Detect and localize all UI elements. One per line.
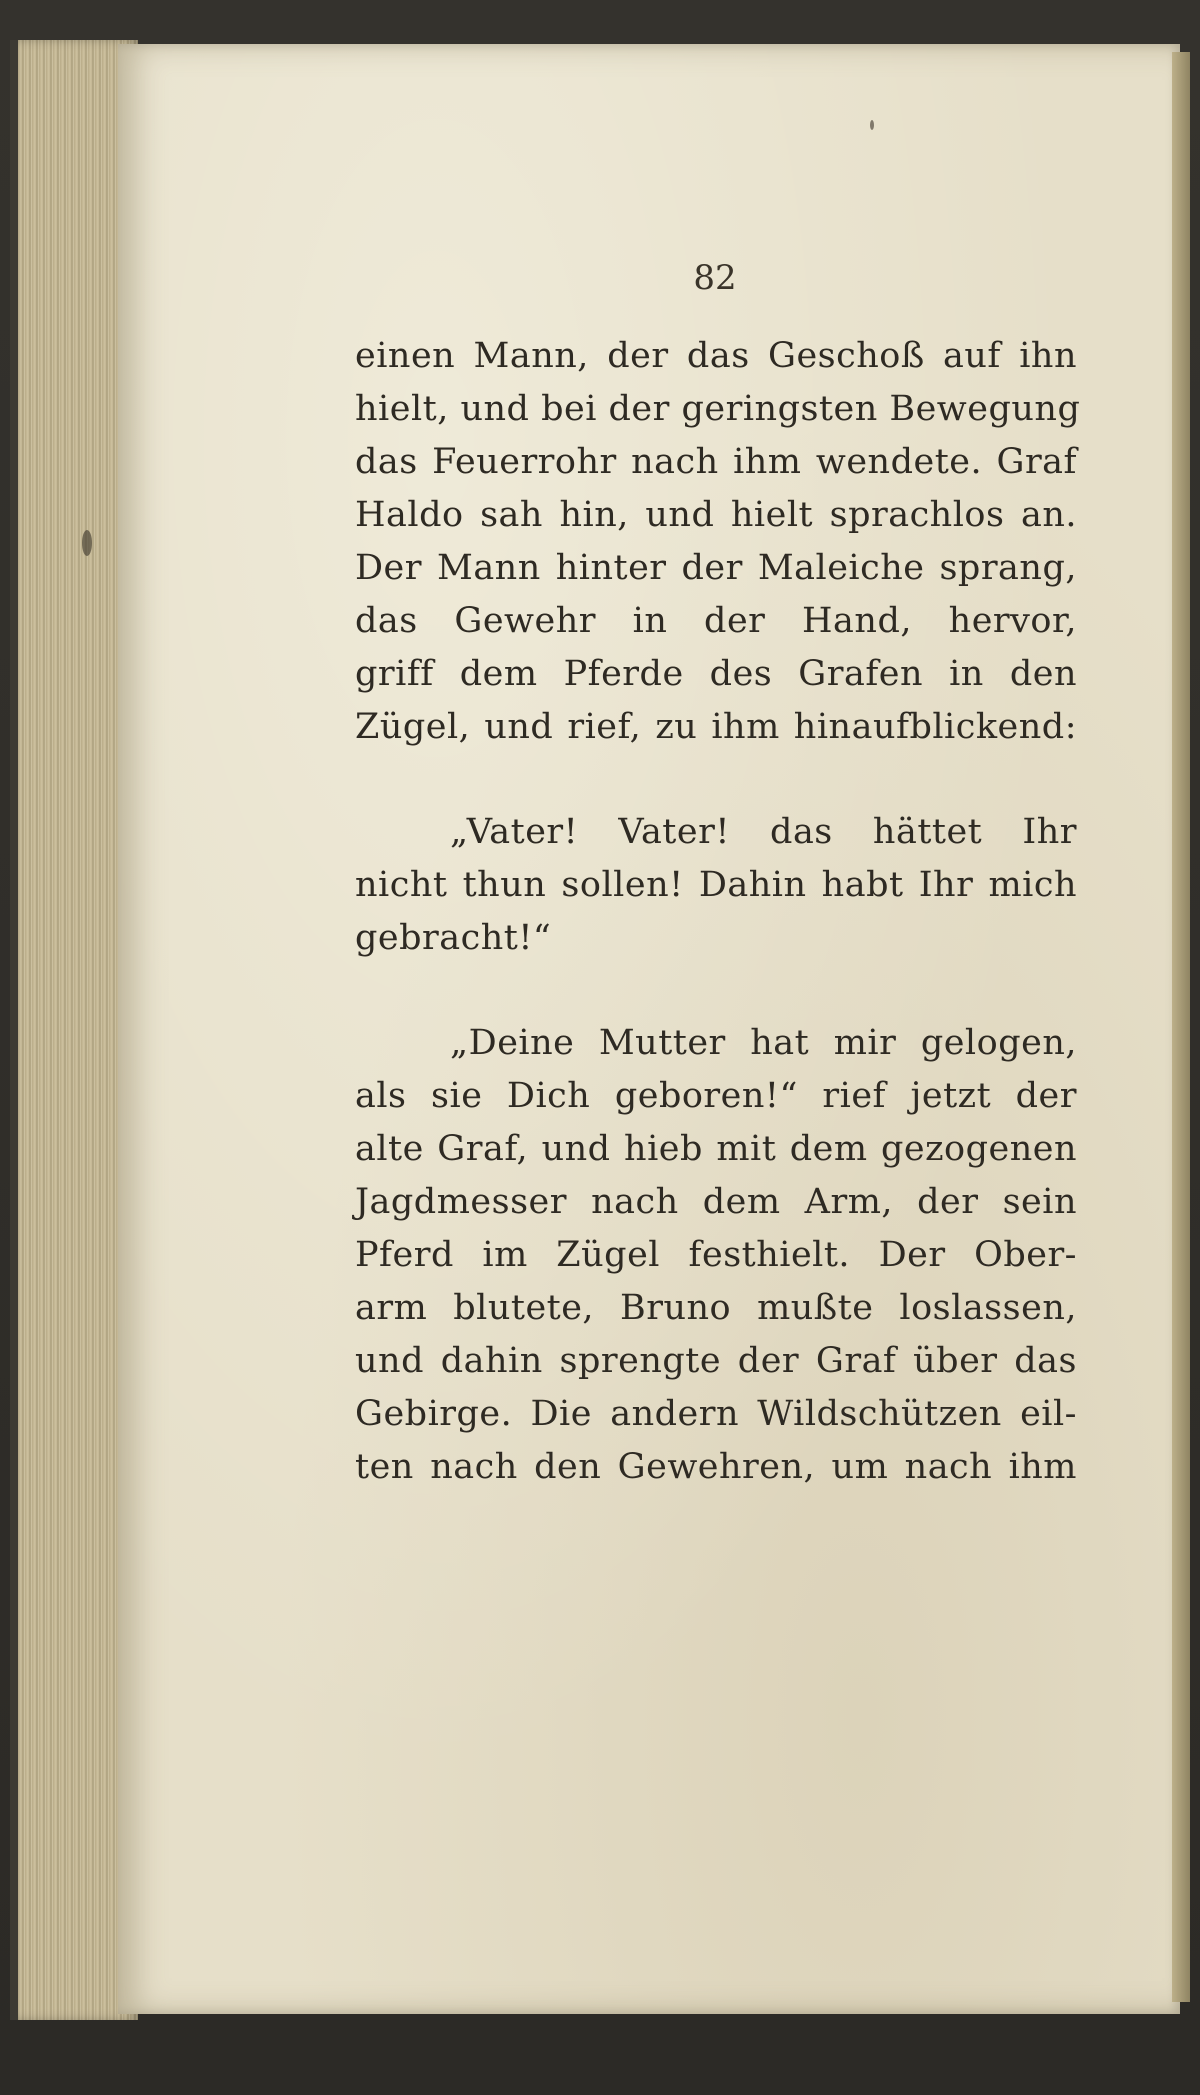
paragraph-gap [355,754,1077,806]
text-line: gebracht!“ [355,918,552,958]
paragraph-3-cont [355,1070,1077,1494]
text-line: das Feuerrohr nach ihm wendete. Graf [355,442,1077,482]
paragraph-2-cont [355,859,1077,965]
text-line: hielt, und bei der geringsten Bewegung [355,389,1081,429]
text-line: das Gewehr in der Hand, hervor, [355,601,1077,641]
text-line: Zügel, und rief, zu ihm hinaufblickend: [355,707,1077,747]
paragraph-1 [355,330,1081,754]
text-line: „Vater! Vater! das hättet Ihr [450,812,1077,852]
paragraph-2 [355,806,1077,859]
ink-speck [82,530,92,556]
ink-speck [870,120,874,130]
text-line: arm blutete, Bruno mußte loslassen, [355,1288,1077,1328]
text-line: und dahin sprengte der Graf über das [355,1341,1077,1381]
text-line: als sie Dich geboren!“ rief jetzt der [355,1076,1077,1116]
paragraph-3 [355,1017,1077,1070]
body-text [355,330,1081,1494]
text-line: ten nach den Gewehren, um nach ihm [355,1447,1077,1487]
text-line: Gebirge. Die andern Wildschützen eil- [355,1394,1077,1434]
text-line: alte Graf, und hieb mit dem gezogenen [355,1129,1077,1169]
text-line: Jagdmesser nach dem Arm, der sein [355,1182,1077,1222]
text-line: Haldo sah hin, und hielt sprachlos an. [355,495,1077,535]
text-line: Der Mann hinter der Maleiche sprang, [355,548,1077,588]
text-line: Pferd im Zügel festhielt. Der Ober- [355,1235,1077,1275]
text-line: griff dem Pferde des Grafen in den [355,654,1077,694]
text-line: „Deine Mutter hat mir gelogen, [450,1023,1077,1063]
text-line: einen Mann, der das Geschoß auf ihn [355,336,1077,376]
page-number: 82 [693,258,737,298]
right-page-edge [1172,52,1190,2002]
paragraph-gap [355,965,1077,1017]
text-line: nicht thun sollen! Dahin habt Ihr mich [355,865,1077,905]
